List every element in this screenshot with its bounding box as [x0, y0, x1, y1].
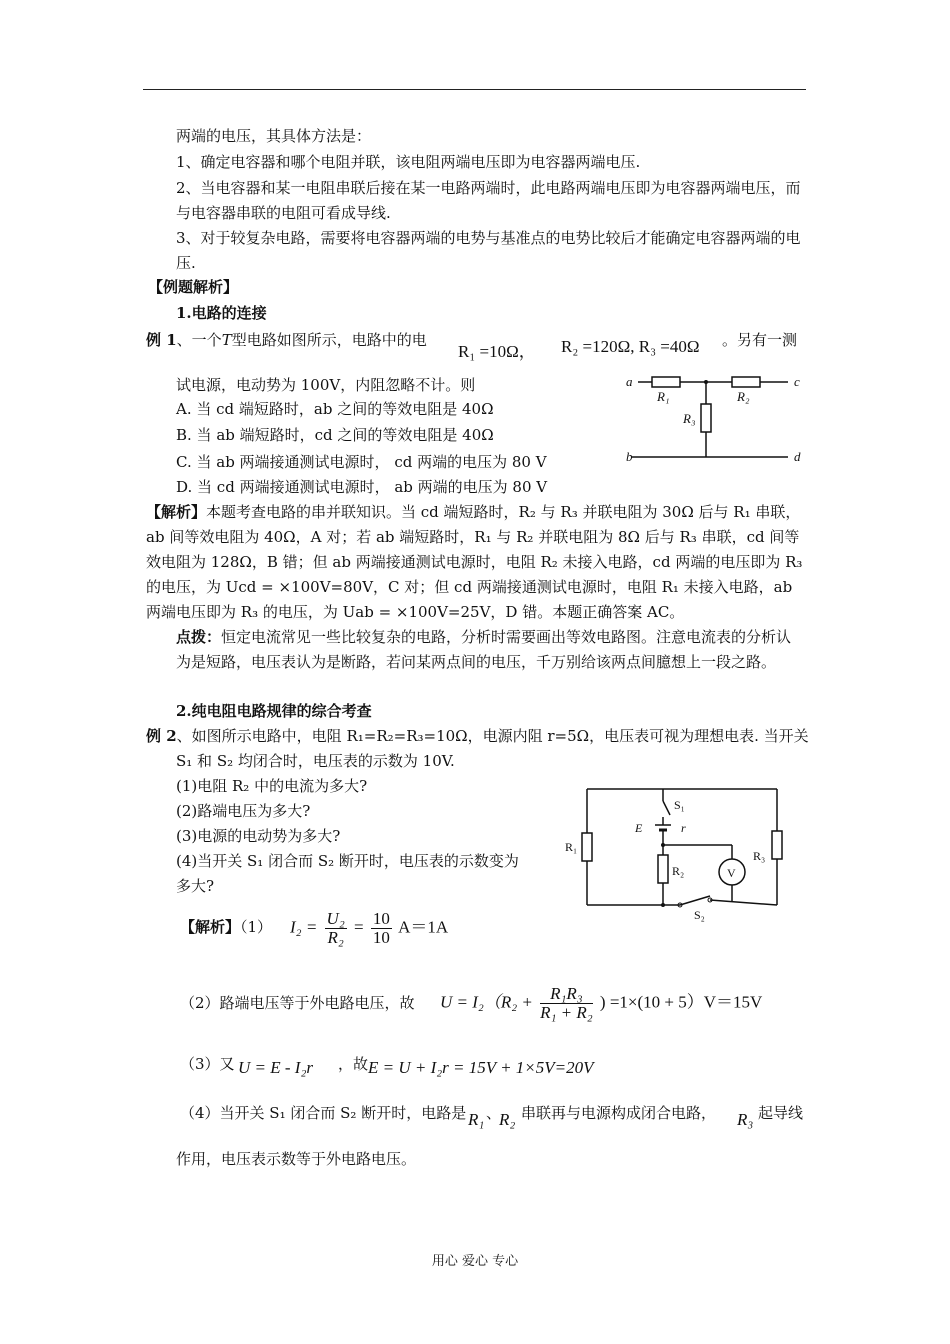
- step-3-eq1: [238, 1058, 313, 1078]
- step-2-fraction: [540, 985, 593, 1022]
- step-1-fraction: [325, 910, 347, 947]
- solution-text: 本题考查电路的串并联知识。当 cd 端短路时，R₂ 与 R₃ 并联电阻为 30Ω 后与 R₁ 串联，ab 间等效电阻为 40Ω，A 对；若 ab 端短路时，R₁ 与 R₂ 并联电阻为 8Ω 后与 R₃ 串联，cd 间等效电阻为 128Ω，B 错；但 ab 两端接通测试电源时，电阻 R₂ 未接入电路，cd 两端的电压即为 R₃ 的电压，为 Ucd = ×100V=80V，C 对；但 cd 两端接通测试电源时，电阻 R₁ 未接入电路，ab 两端电压即为 R₃ 的电压，为 Uab = ×100V=25V，D 错。本题正确答案 AC。: [146, 503, 803, 621]
- example-2-line1: [146, 725, 809, 746]
- label-r3: R₃: [683, 411, 696, 426]
- label-s1: S₁: [674, 798, 685, 812]
- r1-value: R₁ =10Ω，: [458, 342, 536, 361]
- option-a: A. 当 cd 端短路时，ab 之间的等效电阻是 40Ω: [176, 400, 494, 418]
- subsection-1-title: 1.电路的连接: [176, 304, 267, 322]
- step-4-line2: 作用，电压表示数等于外电路电压。: [176, 1150, 417, 1168]
- example-2-line2: S₁ 和 S₂ 均闭合时，电压表的示数为 10V.: [176, 752, 455, 770]
- label-r1: R₁: [657, 389, 670, 404]
- step-4-mid: 串联再与电源构成闭合电路，: [521, 1104, 717, 1122]
- step-1-den: R₂: [327, 928, 344, 947]
- step-3-mid: ，故: [338, 1055, 369, 1073]
- t-circuit-diagram: [620, 370, 810, 465]
- label-r2-ex2: R₂: [672, 864, 685, 878]
- label-s2: S₂: [694, 908, 705, 922]
- step-4-r2: [499, 1110, 515, 1130]
- question-2: (2)路端电压为多大?: [176, 802, 311, 820]
- step-4-r2-text: R₂: [499, 1110, 516, 1129]
- step-4-r3: [737, 1110, 753, 1130]
- solution-2-label-text: 【解析】: [180, 918, 241, 936]
- step-4-sep: 、: [486, 1104, 502, 1122]
- step-2-den: R₁ + R₂: [540, 1003, 593, 1022]
- step-4-r3-text: R₃: [737, 1110, 754, 1129]
- step-2-equation: [440, 985, 762, 1022]
- node-b: b: [626, 449, 633, 464]
- step-2-lhs: U = I₂（R₂ +: [440, 992, 533, 1012]
- question-4-cont: 多大?: [176, 877, 215, 895]
- step-4-r1-text: R₁: [468, 1110, 485, 1129]
- step-3-eq2-text: E = U + I₂r = 15V + 1×5V=20V: [368, 1058, 594, 1077]
- option-c: C. 当 ab 两端接通测试电源时， cd 两端的电压为 80 V: [176, 453, 547, 471]
- step-1-equation: [290, 910, 448, 947]
- label-e: E: [635, 821, 643, 835]
- step-4-prefix: （4）当开关 S₁ 闭合而 S₂ 断开时，电路是: [180, 1104, 467, 1122]
- example-2-label: 例 2: [146, 727, 177, 745]
- tip-label: 点拨：: [176, 628, 222, 646]
- option-b: B. 当 ab 端短路时，cd 之间的等效电阻是 40Ω: [176, 426, 494, 444]
- step-1-prefix: （1）: [240, 918, 273, 936]
- step-2-result: ) =1×(10 + 5）V＝15V: [599, 992, 763, 1012]
- step-2-prefix: （2）路端电压等于外电路电压，故: [180, 994, 415, 1012]
- step-1-fraction-2: [371, 910, 392, 947]
- solution-2-label: [180, 916, 272, 937]
- section-heading: 【例题解析】: [148, 278, 239, 296]
- question-3: (3)电源的电动势为多大?: [176, 827, 341, 845]
- label-r3-ex2: R₃: [753, 849, 766, 863]
- step-4-end: 起导线: [758, 1104, 804, 1122]
- example-1-text3: 。另有一测: [722, 331, 798, 349]
- option-d: D. 当 cd 两端接通测试电源时， ab 两端的电压为 80 V: [176, 478, 548, 496]
- intro-item-1: 1、确定电容器和哪个电阻并联，该电阻两端电压即为电容器两端电压.: [176, 153, 641, 171]
- example-1-line1: [146, 329, 427, 350]
- intro-line: 两端的电压，其具体方法是：: [176, 127, 372, 145]
- voltmeter-label: V: [727, 866, 736, 880]
- step-4-r1: [468, 1110, 484, 1130]
- node-c: c: [794, 374, 800, 389]
- tip-text: 恒定电流常见一些比较复杂的电路，分析时需要画出等效电路图。注意电流表的分析认为是短路，电压表认为是断路，若问某两点间的电压，千万别给该两点间臆想上一段之路。: [176, 628, 792, 671]
- example-1-text1: 、一个: [176, 331, 222, 349]
- example-2-text: 、如图所示电路中，电阻 R₁=R₂=R₃=10Ω，电源内阻 r=5Ω，电压表可视为理想电表. 当开关: [176, 727, 809, 745]
- step-1-num2: 10: [372, 909, 390, 928]
- label-r1-ex2: R₁: [565, 840, 578, 854]
- step-3-eq1-text: U = E - I₂r: [238, 1058, 313, 1077]
- question-1: (1)电阻 R₂ 中的电流为多大?: [176, 777, 368, 795]
- header-rule: [143, 89, 806, 90]
- label-r: r: [681, 821, 686, 835]
- intro-item-3: 3、对于较复杂电路，需要将电容器两端的电势与基准点的电势比较后才能确定电容器两端的电压.: [176, 229, 801, 272]
- example-1-label: 例 1: [146, 331, 177, 349]
- example-1-text2: 型电路如图所示，电路中的电: [231, 331, 427, 349]
- example-2-circuit-diagram: [562, 783, 802, 923]
- step-3-prefix: （3）又: [180, 1055, 235, 1073]
- node-d: d: [794, 449, 801, 464]
- label-r2: R₂: [737, 389, 750, 404]
- step-2-num: R₁R₃: [550, 984, 583, 1003]
- step-1-result: A＝1A: [398, 917, 449, 937]
- step-1-den2: 10: [372, 928, 390, 947]
- page-footer: 用心 爱心 专心: [431, 1254, 519, 1269]
- example-1-tip: [176, 625, 806, 675]
- solution-label: 【解析】: [146, 503, 207, 521]
- step-1-eq: =: [353, 917, 364, 937]
- example-1-solution: [146, 500, 806, 625]
- node-a: a: [626, 374, 633, 389]
- t-label: T: [221, 331, 232, 349]
- intro-item-2: 2、当电容器和某一电阻串联后接在某一电路两端时，此电路两端电压即为电容器两端电压，而与电容器串联的电阻可看成导线.: [176, 179, 801, 222]
- step-1-lhs: I₂ =: [290, 917, 318, 937]
- r2-r3-values: R₂ =120Ω, R₃ =40Ω: [561, 337, 700, 356]
- step-1-num: U₂: [326, 909, 345, 928]
- example-1-line2: 试电源，电动势为 100V，内阻忽略不计。则: [176, 376, 476, 394]
- step-3-eq2: [368, 1058, 594, 1078]
- question-4: (4)当开关 S₁ 闭合而 S₂ 断开时，电压表的示数变为: [176, 852, 519, 870]
- subsection-2-title: 2.纯电阻电路规律的综合考查: [176, 702, 372, 720]
